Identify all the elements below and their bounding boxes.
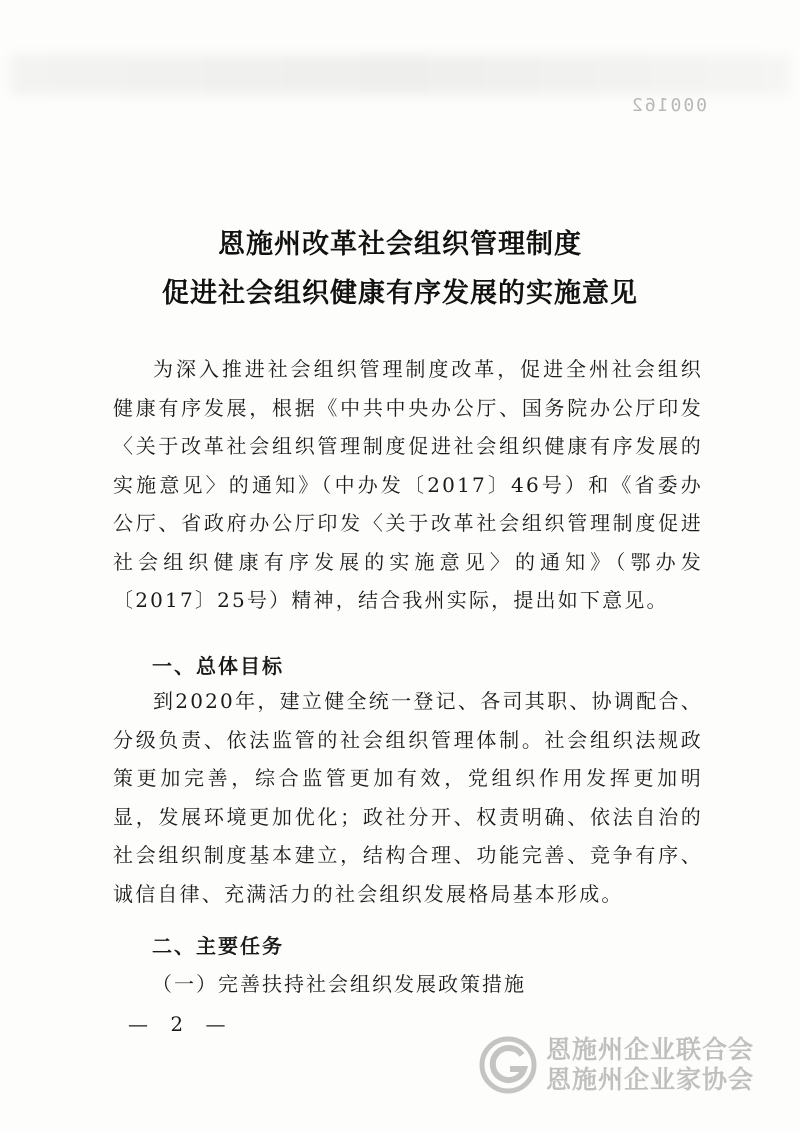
- organization-watermark: [478, 1030, 778, 1100]
- watermark-line1: 恩施州企业联合会: [546, 1035, 755, 1064]
- subsection-heading-1: （一）完善扶持社会组织发展政策措施: [152, 972, 526, 996]
- watermark-line2: 恩施州企业家协会: [546, 1065, 755, 1094]
- section-heading-general-goal: 一、总体目标: [152, 654, 284, 678]
- general-goal-paragraph: 到2020年，建立健全统一登记、各司其职、协调配合、分级负责、依法监管的社会组织管理体制。社会组织法规政策更加完善，综合监管更加有效，党组织作用发挥更加明显，发展环境更加优化；政社分开、权责明确、依法自治的社会组织制度基本建立，结构合理、功能完善、竞争有序、诚信自律、充满活力的社会组织发展格局基本形成。: [113, 689, 703, 906]
- scan-smudge: [10, 55, 790, 95]
- page-number: — 2 —: [128, 1012, 234, 1036]
- document-title-line2: 促进社会组织健康有序发展的实施意见: [162, 278, 638, 309]
- intro-paragraph: 为深入推进社会组织管理制度改革，促进全州社会组织健康有序发展，根据《中共中央办公厅、国务院办公厅印发〈关于改革社会组织管理制度促进社会组织健康有序发展的实施意见〉的通知》（中办发〔2017〕46号）和《省委办公厅、省政府办公厅印发〈关于改革社会组织管理制度促进社会组织健康有序发展的实施意见〉的通知》（鄂办发〔2017〕25号）精神，结合我州实际，提出如下意见。: [113, 357, 703, 612]
- watermark-text: [546, 1035, 754, 1095]
- organization-logo-icon: [478, 1035, 538, 1095]
- archive-number: 000162: [630, 95, 708, 116]
- document-title-line1: 恩施州改革社会组织管理制度: [218, 229, 582, 260]
- section-heading-main-tasks: 二、主要任务: [152, 934, 284, 958]
